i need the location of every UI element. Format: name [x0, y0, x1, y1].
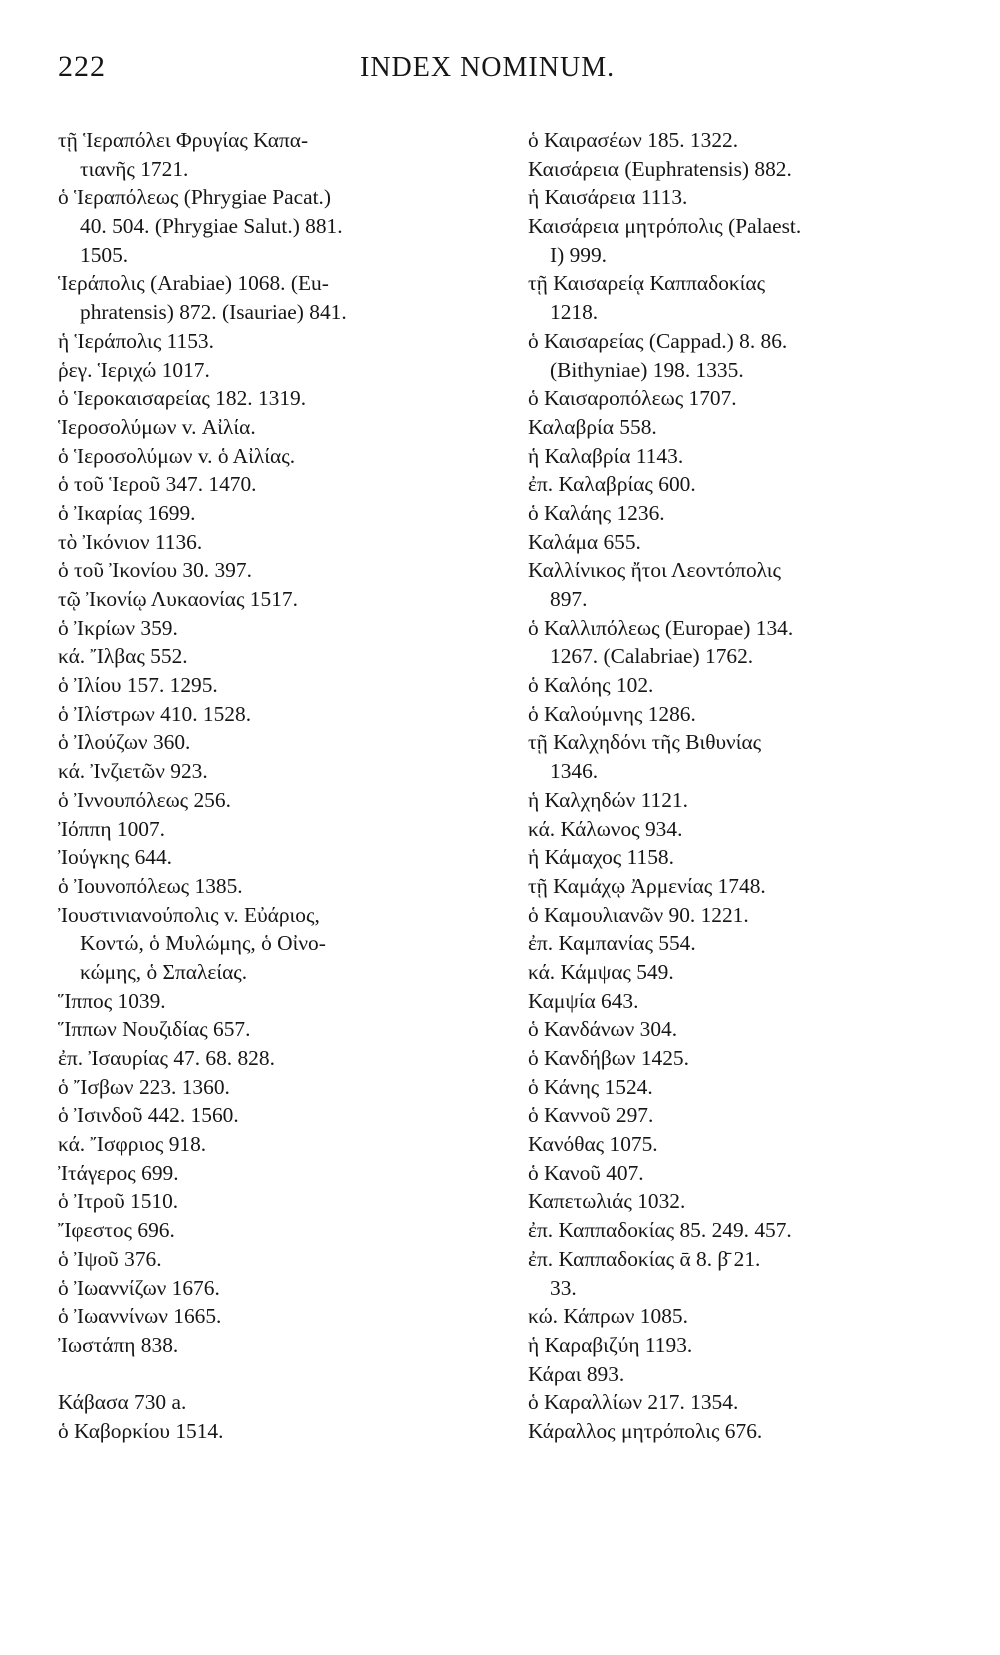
index-entry-line: Κάραλλος μητρόπολις 676. [528, 1418, 763, 1443]
index-entry-line: Κοντώ, ὁ Μυλώμης, ὁ Οἰνο- [80, 931, 326, 956]
index-entry-line: ῥεγ. Ἱεριχώ 1017. [58, 357, 210, 382]
index-entry-line: κά. Ἴσφριος 918. [58, 1132, 207, 1157]
index-entry-line: Ἱεράπολις (Arabiae) 1068. (Eu- [58, 271, 329, 296]
index-entry-line: 897. [550, 587, 588, 611]
index-entry-line: ὁ Ἰλίστρων 410. 1528. [58, 701, 252, 726]
index-entry-line: Ἵππος 1039. [58, 988, 166, 1013]
index-entry-line: ὁ Καλλιπόλεως (Europae) 134. [528, 615, 794, 640]
index-entry-line: Ἰτάγερος 699. [58, 1160, 179, 1185]
index-entry-line: ὁ Καισαροπόλεως 1707. [528, 386, 737, 411]
index-entry-line: ὁ Καραλλίων 217. 1354. [528, 1390, 739, 1415]
index-entry-line: ἐπ. Καππαδοκίας 85. 249. 457. [528, 1218, 792, 1243]
index-entry-line: ὁ τοῦ Ἱεροῦ 347. 1470. [58, 472, 257, 497]
index-entry-line: Ἰουστινιανούπολις v. Εὐάριος, [58, 902, 320, 927]
index-entry-line: ἐπ. Καλαβρίας 600. [528, 472, 696, 497]
index-entry-line: 33. [550, 1275, 577, 1300]
index-entry-line: ὁ Καλόης 102. [528, 673, 654, 698]
right-column [528, 126, 938, 1446]
index-entry-line: ὁ Ἰκρίων 359. [58, 615, 178, 640]
index-entry-line: Καλλίνικος ἤτοι Λεοντόπολις [528, 558, 781, 583]
index-entry-line: τῇ Καισαρείᾳ Καππαδοκίας [528, 271, 766, 296]
index-entry-line: ὁ Κανοῦ 407. [528, 1160, 644, 1185]
index-entry-line: τῇ Καλχηδόνι τῆς Βιθυνίας [528, 730, 762, 755]
index-entry-line: ὁ Ἴσβων 223. 1360. [58, 1074, 230, 1099]
index-entry-line: ὁ Καισαρείας (Cappad.) 8. 86. [528, 328, 788, 353]
index-entry-line: 40. 504. (Phrygiae Salut.) 881. [80, 214, 343, 239]
index-entry-line: ὁ Καλάης 1236. [528, 500, 665, 525]
index-entry-line: ὁ Κανδήβων 1425. [528, 1046, 689, 1070]
index-entry-line: Καισάρεια μητρόπολις (Palaest. [528, 214, 802, 239]
index-entry-line: ὁ Ἰωαννίζων 1676. [58, 1275, 220, 1300]
index-entry-line: ἡ Κάμαχος 1158. [528, 845, 674, 870]
index-entry-line: 1218. [550, 300, 599, 325]
index-entry-line: κά. Ἴλβας 552. [58, 644, 188, 669]
index-entry-line: ἐπ. Καμπανίας 554. [528, 931, 696, 956]
index-entry-line: Καλάμα 655. [528, 529, 641, 554]
index-entry-line: Ἴφεστος 696. [58, 1218, 175, 1243]
index-entry-line: Ἱεροσολύμων v. Αἰλία. [58, 414, 256, 439]
page-number: 222 [58, 50, 106, 83]
index-entry-line: ὁ Κανδάνων 304. [528, 1017, 678, 1042]
index-entry-line: ὁ Ἰκαρίας 1699. [58, 500, 196, 525]
index-entry-line: phratensis) 872. (Isauriae) 841. [80, 300, 347, 325]
index-entry-line: Καμψία 643. [528, 988, 639, 1013]
index-entry-line: ὁ Καλούμνης 1286. [528, 701, 696, 726]
index-entry-line: (Bithyniae) 198. 1335. [550, 357, 744, 382]
index-entry-line: ὁ Ἱεροσολύμων v. ὁ Αἰλίας. [58, 443, 296, 468]
index-entry-line: ἐπ. Καππαδοκίας ᾱ 8. β̄ 21. [528, 1246, 761, 1271]
index-entry-line: Καπετωλιάς 1032. [528, 1189, 686, 1214]
index-entry-line: ὁ τοῦ Ἰκονίου 30. 397. [58, 558, 252, 583]
index-entry-line: κώ. Κάπρων 1085. [528, 1304, 688, 1329]
index-entry-line: 1267. (Calabriae) 1762. [550, 644, 754, 669]
index-entry-line: Ἰούγκης 644. [58, 845, 173, 870]
blank-line [58, 1360, 468, 1389]
index-entry-line: ὁ Ἰτροῦ 1510. [58, 1189, 179, 1214]
index-entry-line: ἡ Καλχηδών 1121. [528, 787, 688, 812]
index-entry-line: ἡ Καισάρεια 1113. [528, 185, 688, 210]
index-entry-line: ἡ Ἱεράπολις 1153. [58, 328, 214, 353]
index-entry-line: κά. Κάμψας 549. [528, 959, 674, 984]
index-entry-line: ἡ Καλαβρία 1143. [528, 443, 684, 468]
index-entry-line: τῷ Ἰκονίῳ Λυκαονίας 1517. [58, 587, 298, 611]
index-entry-line: τὸ Ἰκόνιον 1136. [58, 529, 203, 554]
index-entry-line: ὁ Ἱεραπόλεως (Phrygiae Pacat.) [58, 185, 332, 210]
index-entry-line: τῇ Καμάχῳ Ἀρμενίας 1748. [528, 873, 766, 898]
index-entry-line: ὁ Καννοῦ 297. [528, 1103, 654, 1128]
index-entry-line: ὁ Κάνης 1524. [528, 1074, 653, 1099]
index-entry-line: ὁ Ἰψοῦ 376. [58, 1246, 162, 1271]
index-entry-line: κά. Κάλωνος 934. [528, 816, 683, 841]
index-entry-line: Κανόθας 1075. [528, 1132, 658, 1157]
index-entry-line: ὁ Ἰωαννίνων 1665. [58, 1304, 222, 1329]
index-entry-line: Ἰωστάπη 838. [58, 1332, 179, 1357]
index-entry-line: ἐπ. Ἰσαυρίας 47. 68. 828. [58, 1046, 275, 1070]
index-entry-line: ὁ Ἰουνοπόλεως 1385. [58, 873, 243, 898]
index-entry-line: ὁ Ἰλίου 157. 1295. [58, 673, 218, 698]
index-entry-line: 1346. [550, 759, 599, 784]
index-entry-line: Καισάρεια (Euphratensis) 882. [528, 156, 792, 181]
index-entry-line: τῇ Ἱεραπόλει Φρυγίας Καπα- [58, 128, 309, 152]
index-entry-line: Ἰόππη 1007. [58, 816, 166, 841]
index-entry-line: ὁ Καβορκίου 1514. [58, 1418, 224, 1443]
index-entry-line: ὁ Ἱεροκαισαρείας 182. 1319. [58, 386, 307, 411]
left-column [58, 126, 468, 1446]
index-entry-line: Ἵππων Νουζιδίας 657. [58, 1017, 251, 1042]
index-entry-line: ὁ Καμουλιανῶν 90. 1221. [528, 902, 749, 927]
index-entry-line: ὁ Ἰλούζων 360. [58, 730, 191, 755]
index-entry-line: 1505. [80, 242, 129, 267]
index-entry-line: Καλαβρία 558. [528, 414, 657, 439]
index-entry-line: ὁ Ἰννουπόλεως 256. [58, 787, 231, 812]
index-entry-line: Κάβασα 730 a. [58, 1390, 187, 1415]
index-entry-line: τιανῆς 1721. [80, 156, 189, 181]
index-entry-line: κά. Ἰνζιετῶν 923. [58, 759, 208, 784]
index-entry-line: ὁ Καιρασέων 185. 1322. [528, 128, 739, 152]
index-entry-line: I) 999. [550, 242, 608, 267]
index-entry-line: ὁ Ἰσινδοῦ 442. 1560. [58, 1103, 239, 1128]
index-entry-line: Κάραι 893. [528, 1361, 625, 1386]
index-entry-line: ἡ Καραβιζύη 1193. [528, 1332, 693, 1357]
running-title: INDEX NOMINUM. [360, 52, 616, 83]
index-entry-line: κώμης, ὁ Σπαλείας. [80, 959, 248, 984]
